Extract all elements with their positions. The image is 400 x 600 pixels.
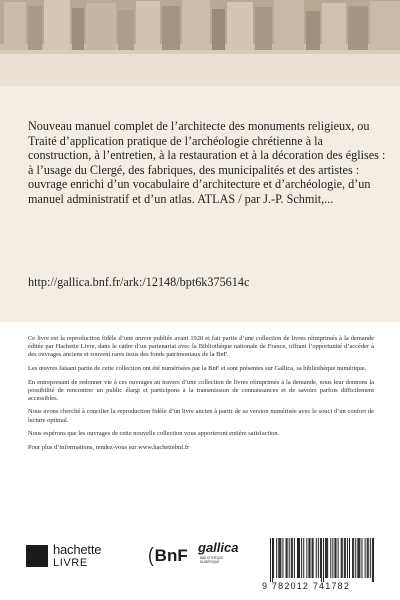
barcode-bar (306, 538, 307, 578)
info-paragraph-1: Ce livre est la reproduction fidèle d’une œuvre publiée avant 1920 et fait partie d’une collection de livres réimprimés à la demande éditée par Hachette Livre, dans le cadre d’un partenariat avec la Bibliothèque nationale de France, offrant l’opportunité d’accéder à des ouvrages anciens et souvent rares issus des fonds patrimoniaux de la BnF. (28, 335, 374, 359)
barcode-bar (372, 538, 373, 582)
barcode-bar (365, 538, 366, 578)
barcode-bar (370, 538, 371, 578)
barcode-bar (299, 538, 300, 578)
barcode-bar (347, 538, 348, 578)
barcode-bar (278, 538, 279, 578)
cover-books-image (0, 0, 400, 86)
info-paragraph-2: Les œuvres faisant partie de cette collection ont été numérisées par la BnF et sont présentes sur Gallica, sa bibliothèque numérique. (28, 364, 367, 372)
barcode-bar (373, 538, 374, 582)
barcode-bar (362, 538, 363, 578)
barcode-bar (342, 538, 343, 578)
bnf-logo-bracket: ( (148, 544, 154, 567)
barcode-bar (287, 538, 288, 578)
hachette-square-icon (26, 545, 48, 567)
barcode-bar (358, 538, 359, 578)
isbn-barcode (270, 538, 374, 582)
barcode-bar (280, 538, 281, 578)
barcode-bar (273, 538, 274, 578)
barcode-bar (332, 538, 333, 578)
barcode-bar (270, 538, 271, 582)
barcode-bar (318, 538, 319, 578)
barcode-bar (286, 538, 287, 578)
barcode-bar (298, 538, 299, 578)
barcode-bar (292, 538, 293, 578)
hachette-logo-sub: LIVRE (53, 557, 88, 569)
barcode-bar (357, 538, 358, 578)
barcode-bar (308, 538, 309, 578)
books-illustration (0, 0, 400, 86)
barcode-bar (330, 538, 331, 578)
barcode-bar (276, 538, 277, 578)
barcode-bar (323, 538, 324, 582)
barcode-bar (345, 538, 346, 578)
barcode-bar (310, 538, 311, 578)
barcode-bar (367, 538, 368, 578)
barcode-bar (321, 538, 322, 582)
barcode-bar (294, 538, 295, 578)
barcode-bar (349, 538, 350, 578)
collection-description (28, 335, 374, 458)
barcode-bar (327, 538, 328, 578)
barcode-bar (279, 538, 280, 578)
info-paragraph-4: Nous avons cherché à concilier la reproduction fidèle d’un livre ancien à partir de sa version numérisée avec le souci d’un confort de lecture optimal. (28, 408, 374, 424)
barcode-bar (359, 538, 360, 578)
hachette-logo-name: hachette (53, 542, 102, 557)
barcode-bar (282, 538, 283, 578)
book-title: Nouveau manuel complet de l’architecte des monuments religieux, ou Traité d’application pratique de l’archéologie chrétienne à la construction, à l’entretien, à la restauration et à la décoration des églises : à l’usage du Clergé, des fabriques, des municipalités et des artistes : ouvrage enrichi d’un vocabulaire d’architecture et d’archéologie, d’un manuel administratif et d’un atlas. ATLAS / par J.-P. Schmit,... (28, 119, 386, 206)
barcode-bar (353, 538, 354, 578)
info-paragraph-3: En entreprenant de redonner vie à ces ouvrages au travers d’une collection de livres réimprimés à la demande, nous leur donnons la possibilité de rencontrer un public élargi et participons à la transmission de connaissances et de savoirs parfois difficilement accessibles. (28, 378, 374, 402)
barcode-bars (270, 538, 374, 582)
barcode-bar (272, 538, 273, 582)
gallica-logo-name: gallica (198, 540, 239, 555)
info-paragraph-5: Nous espérons que les ouvrages de cette nouvelle collection vous apporteront entière satisfaction. (28, 430, 280, 438)
gallica-url[interactable]: http://gallica.bnf.fr/ark:/12148/bpt6k375614c (28, 275, 250, 289)
barcode-bar (326, 538, 327, 578)
gallica-logo (198, 540, 239, 574)
barcode-bar (344, 538, 345, 578)
gallica-logo-sub: BIBLIOTHÈQUE NUMÉRIQUE (200, 556, 224, 564)
barcode-bar (303, 538, 304, 578)
barcode-bar (325, 538, 326, 578)
hachette-livre-logo (26, 543, 136, 573)
barcode-bar (334, 538, 335, 578)
barcode-bar (312, 538, 313, 578)
barcode-bar (289, 538, 290, 578)
barcode-bar (291, 538, 292, 578)
barcode-bar (352, 538, 353, 578)
bnf-logo (148, 544, 190, 570)
isbn-number: 9 782012 741782 (262, 581, 351, 591)
barcode-bar (368, 538, 369, 578)
barcode-bar (297, 538, 298, 578)
barcode-bar (336, 538, 337, 578)
bnf-logo-text: BnF (154, 546, 188, 565)
barcode-bar (301, 538, 302, 578)
barcode-bar (355, 538, 356, 578)
barcode-bar (313, 538, 314, 578)
barcode-bar (338, 538, 339, 578)
info-paragraph-6: Pour plus d’informations, rendez-vous sur www.hachettebnf.fr (28, 443, 190, 451)
barcode-bar (341, 538, 342, 578)
barcode-bar (316, 538, 317, 578)
barcode-bar (320, 538, 321, 578)
title-panel (0, 86, 400, 322)
